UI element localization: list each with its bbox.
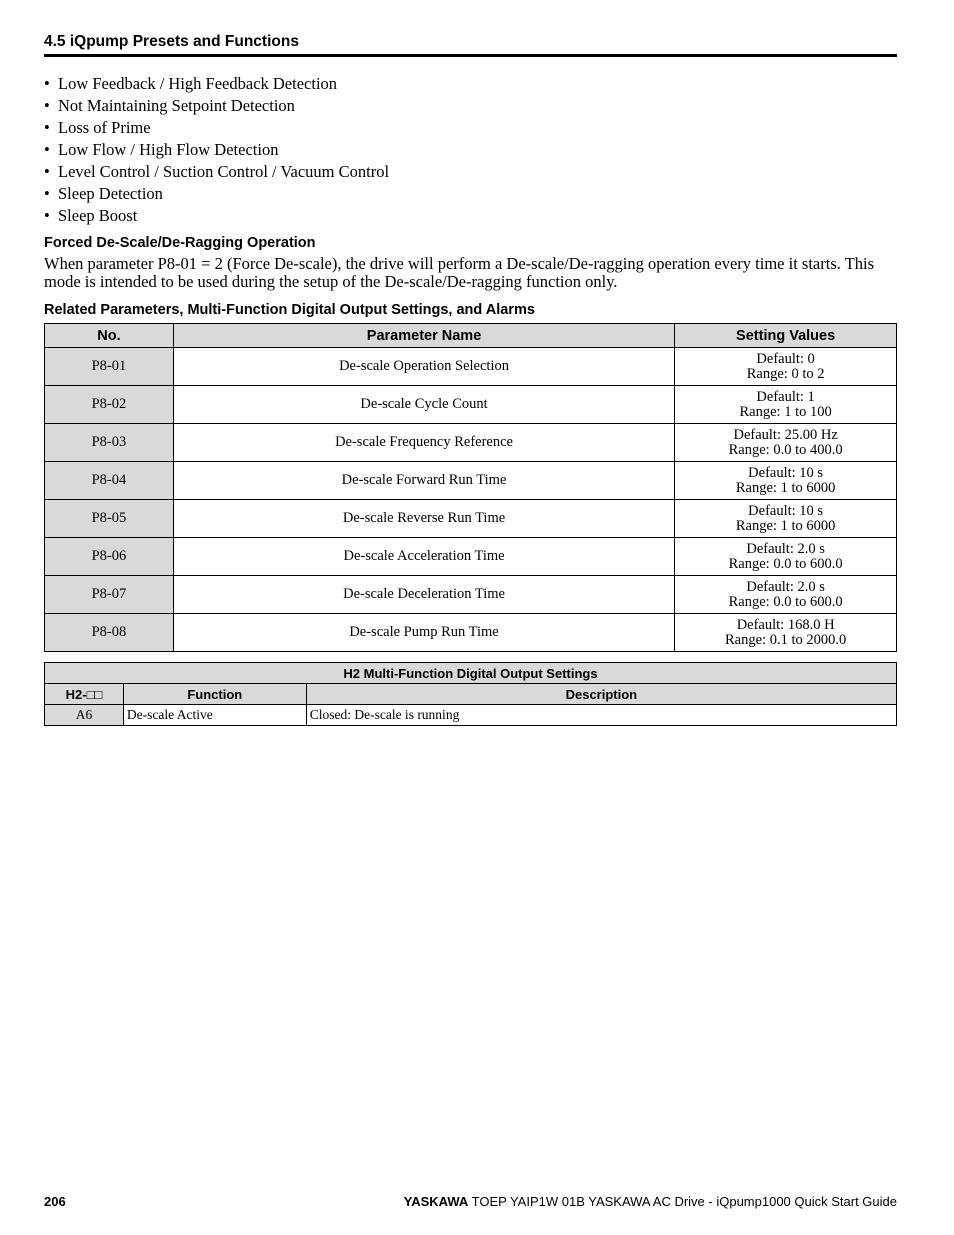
related-parameters-heading: Related Parameters, Multi-Function Digital Output Settings, and Alarms (44, 302, 535, 318)
table-row (45, 348, 897, 386)
column-header-function: Function (123, 684, 306, 705)
forced-descale-paragraph: When parameter P8-01 = 2 (Force De-scale), the drive will perform a De-scale/De-ragging operation every time it starts. This mode is intended to be used during the setup of the De-scale/De-ragging function only. (44, 254, 875, 291)
parameter-name: De-scale Operation Selection (173, 348, 674, 386)
table-header-row (45, 324, 897, 348)
parameter-name: De-scale Frequency Reference (173, 424, 674, 462)
list-item: • Low Feedback / High Feedback Detection (44, 73, 389, 95)
h2-output-settings-table (44, 662, 897, 726)
list-item: • Level Control / Suction Control / Vacuum Control (44, 161, 389, 183)
column-header-description: Description (306, 684, 896, 705)
column-header-no: No. (45, 324, 174, 348)
range-value: Range: 0.1 to 2000.0 (725, 631, 847, 648)
range-value: Range: 0.0 to 600.0 (728, 555, 843, 572)
list-item: • Not Maintaining Setpoint Detection (44, 95, 389, 117)
setting-values (675, 424, 897, 462)
default-value: Default: 25.00 Hz (733, 426, 838, 443)
column-header-parameter-name: Parameter Name (173, 324, 674, 348)
setting-values (675, 348, 897, 386)
table-row (45, 705, 897, 726)
guide-title: TOEP YAIP1W 01B YASKAWA AC Drive - iQpump1000 Quick Start Guide (471, 1194, 897, 1209)
table-row (45, 500, 897, 538)
default-value: Default: 2.0 s (746, 540, 825, 557)
list-item: • Sleep Detection (44, 183, 389, 205)
parameter-name: De-scale Deceleration Time (173, 576, 674, 614)
section-title: 4.5 iQpump Presets and Functions (44, 33, 897, 57)
function-description: Closed: De-scale is running (306, 705, 896, 726)
parameter-name: De-scale Cycle Count (173, 386, 674, 424)
table-row (45, 576, 897, 614)
table-header-row (45, 684, 897, 705)
range-value: Range: 1 to 6000 (735, 479, 836, 496)
default-value: Default: 10 s (748, 502, 824, 519)
default-value: Default: 1 (756, 388, 815, 405)
default-value: Default: 10 s (748, 464, 824, 481)
parameter-number: P8-03 (45, 424, 174, 462)
parameter-name: De-scale Forward Run Time (173, 462, 674, 500)
table-title-row (45, 663, 897, 684)
feature-list (44, 73, 389, 227)
parameter-name: De-scale Acceleration Time (173, 538, 674, 576)
parameter-number: P8-05 (45, 500, 174, 538)
range-value: Range: 0 to 2 (746, 365, 825, 382)
range-value: Range: 1 to 100 (739, 403, 832, 420)
setting-values (675, 386, 897, 424)
range-value: Range: 1 to 6000 (735, 517, 836, 534)
default-value: Default: 168.0 H (736, 616, 835, 633)
footer-guide-title (404, 1194, 897, 1209)
parameter-number: P8-07 (45, 576, 174, 614)
list-item: • Low Flow / High Flow Detection (44, 139, 389, 161)
parameter-name: De-scale Pump Run Time (173, 614, 674, 652)
list-item: • Loss of Prime (44, 117, 389, 139)
parameter-number: P8-06 (45, 538, 174, 576)
setting-values (675, 538, 897, 576)
brand-name: YASKAWA (403, 1194, 469, 1209)
parameter-number: P8-08 (45, 614, 174, 652)
setting-values (675, 614, 897, 652)
table-row (45, 614, 897, 652)
forced-descale-heading: Forced De-Scale/De-Ragging Operation (44, 235, 316, 251)
parameter-number: P8-02 (45, 386, 174, 424)
column-header-setting-values: Setting Values (675, 324, 897, 348)
setting-values (675, 576, 897, 614)
function-name: De-scale Active (123, 705, 306, 726)
parameters-table (44, 323, 897, 652)
table-title: H2 Multi-Function Digital Output Settings (45, 663, 897, 684)
table-row (45, 424, 897, 462)
list-item: • Sleep Boost (44, 205, 389, 227)
parameter-number: P8-04 (45, 462, 174, 500)
default-value: Default: 2.0 s (746, 578, 825, 595)
parameter-name: De-scale Reverse Run Time (173, 500, 674, 538)
parameter-number: P8-01 (45, 348, 174, 386)
table-row (45, 386, 897, 424)
setting-values (675, 462, 897, 500)
default-value: Default: 0 (756, 350, 815, 367)
range-value: Range: 0.0 to 600.0 (728, 593, 843, 610)
range-value: Range: 0.0 to 400.0 (728, 441, 843, 458)
table-row (45, 538, 897, 576)
table-row (45, 462, 897, 500)
page-number: 206 (44, 1194, 66, 1209)
column-header-h2-code: H2-□□ (45, 684, 124, 705)
h2-code: A6 (45, 705, 124, 726)
setting-values (675, 500, 897, 538)
